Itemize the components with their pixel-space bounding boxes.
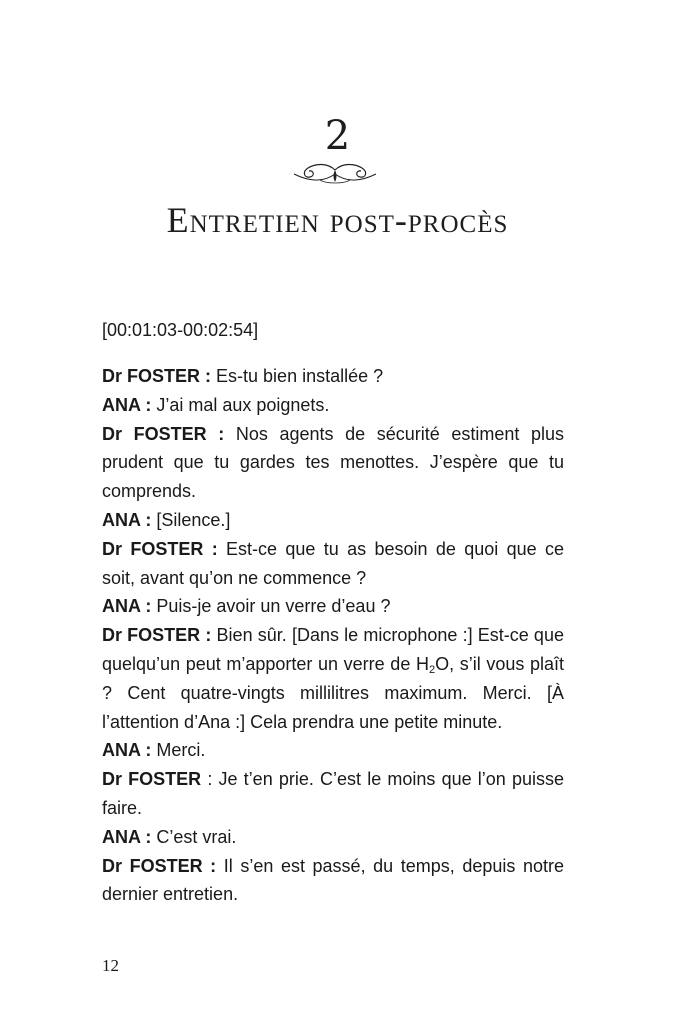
speaker-label: Dr FOSTER : xyxy=(102,366,212,386)
dialogue-line xyxy=(102,736,564,765)
dialogue-line xyxy=(102,592,564,621)
speaker-label: ANA : xyxy=(102,596,152,617)
flourish-ornament-icon xyxy=(290,160,380,188)
speaker-label: Dr FOSTER : xyxy=(102,625,212,646)
dialogue-text: Es-tu bien installée ? xyxy=(216,366,384,386)
dialogue-line xyxy=(102,362,564,391)
speaker-label: Dr FOSTER : xyxy=(102,423,225,444)
page-number: 12 xyxy=(102,956,119,975)
chapter-title: Entretien post-procès xyxy=(166,200,509,240)
dialogue-line xyxy=(102,621,564,736)
dialogue-text: C’est vrai. xyxy=(156,826,237,847)
dialogue-line xyxy=(102,420,564,506)
speaker-label: Dr FOSTER : xyxy=(102,538,218,559)
subscript-digit: 2 xyxy=(428,663,436,676)
dialogue-text: Est-ce que tu as besoin de quoi que ce soit, avant qu’on ne commence ? xyxy=(102,538,564,588)
dialogue-line xyxy=(102,765,564,823)
dialogue-text: J’ai mal aux poignets. xyxy=(156,394,330,415)
dialogue-text: [Silence.] xyxy=(156,509,231,530)
dialogue-line xyxy=(102,391,564,420)
dialogue-line xyxy=(102,506,564,535)
speaker-label: ANA : xyxy=(102,394,152,415)
dialogue-text: Il s’en est passé, du temps, depuis notre dernier entretien. xyxy=(102,855,564,905)
dialogue-line xyxy=(102,535,564,593)
speaker-label: Dr FOSTER : xyxy=(102,855,217,876)
dialogue-line xyxy=(102,852,564,910)
dialogue-text: Puis-je avoir un verre d’eau ? xyxy=(156,596,391,617)
transcript-body xyxy=(102,362,564,909)
chapter-number: 2 xyxy=(324,113,351,159)
dialogue-line xyxy=(102,823,564,852)
speaker-label: ANA : xyxy=(102,826,152,847)
speaker-label: ANA : xyxy=(102,509,152,530)
speaker-label: ANA : xyxy=(102,740,152,761)
dialogue-text: Bien sûr. [Dans le microphone :] Est-ce que quelqu’un peut m’apporter un verre de H xyxy=(102,625,564,674)
dialogue-text-continued: O, s’il vous plaît ? Cent quatre-vingts millilitres maximum. Merci. [À l’attention d’Ana :] Cela prendra une petite minute. xyxy=(102,653,564,732)
dialogue-text: : Je t’en prie. C’est le moins que l’on puisse faire. xyxy=(102,769,564,818)
transcript-timestamp: [00:01:03-00:02:54] xyxy=(102,320,259,340)
speaker-label: Dr FOSTER xyxy=(102,769,202,790)
dialogue-text: Merci. xyxy=(156,740,206,761)
dialogue-text: Nos agents de sécurité estiment plus prudent que tu gardes tes menottes. J’espère que tu comprends. xyxy=(102,423,564,502)
